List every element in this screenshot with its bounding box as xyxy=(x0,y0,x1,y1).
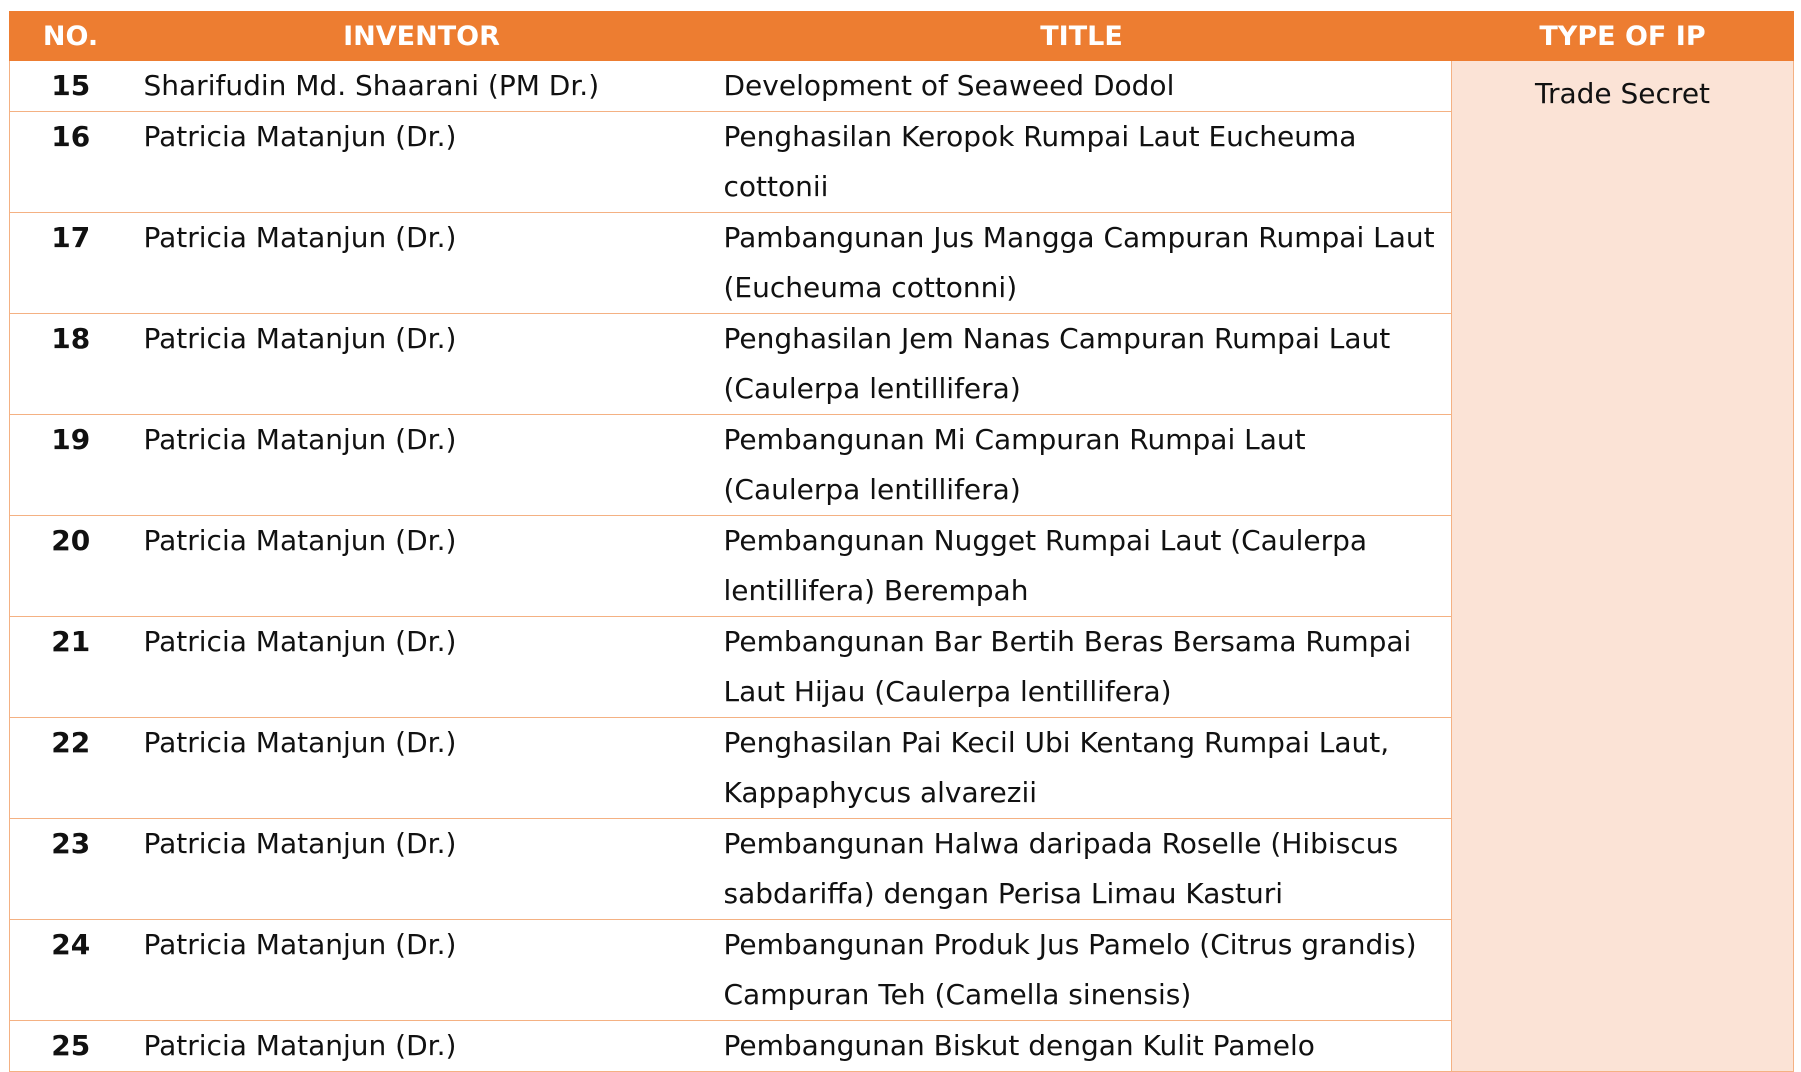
row-title: Penghasilan Jem Nanas Campuran Rumpai Laut (Caulerpa lentillifera) xyxy=(712,314,1452,415)
row-inventor: Patricia Matanjun (Dr.) xyxy=(132,516,712,617)
header-no: NO. xyxy=(10,12,132,61)
row-inventor: Sharifudin Md. Shaarani (PM Dr.) xyxy=(132,61,712,112)
header-type-of-ip: TYPE OF IP xyxy=(1452,12,1794,61)
row-title: Pembangunan Bar Bertih Beras Bersama Rumpai Laut Hijau (Caulerpa lentillifera) xyxy=(712,617,1452,718)
row-inventor: Patricia Matanjun (Dr.) xyxy=(132,415,712,516)
table-header xyxy=(10,12,1794,61)
row-inventor: Patricia Matanjun (Dr.) xyxy=(132,617,712,718)
row-title: Pembangunan Nugget Rumpai Laut (Caulerpa lentillifera) Berempah xyxy=(712,516,1452,617)
table-body xyxy=(10,61,1794,1072)
row-inventor: Patricia Matanjun (Dr.) xyxy=(132,920,712,1021)
row-title: Pembangunan Mi Campuran Rumpai Laut (Caulerpa lentillifera) xyxy=(712,415,1452,516)
row-inventor: Patricia Matanjun (Dr.) xyxy=(132,1021,712,1072)
row-number: 17 xyxy=(10,213,132,314)
row-number: 24 xyxy=(10,920,132,1021)
row-title: Pembangunan Halwa daripada Roselle (Hibiscus sabdariffa) dengan Perisa Limau Kasturi xyxy=(712,819,1452,920)
row-title: Development of Seaweed Dodol xyxy=(712,61,1452,112)
header-title: TITLE xyxy=(712,12,1452,61)
ip-table xyxy=(9,11,1794,1072)
row-inventor: Patricia Matanjun (Dr.) xyxy=(132,314,712,415)
row-number: 25 xyxy=(10,1021,132,1072)
row-title: Pembangunan Biskut dengan Kulit Pamelo xyxy=(712,1021,1452,1072)
type-of-ip-cell: Trade Secret xyxy=(1452,61,1794,1072)
row-title: Penghasilan Keropok Rumpai Laut Eucheuma cottonii xyxy=(712,112,1452,213)
row-title: Penghasilan Pai Kecil Ubi Kentang Rumpai Laut, Kappaphycus alvarezii xyxy=(712,718,1452,819)
row-number: 21 xyxy=(10,617,132,718)
row-number: 22 xyxy=(10,718,132,819)
row-number: 19 xyxy=(10,415,132,516)
header-row xyxy=(10,12,1794,61)
row-inventor: Patricia Matanjun (Dr.) xyxy=(132,819,712,920)
row-number: 18 xyxy=(10,314,132,415)
row-number: 23 xyxy=(10,819,132,920)
row-inventor: Patricia Matanjun (Dr.) xyxy=(132,718,712,819)
row-number: 16 xyxy=(10,112,132,213)
row-number: 15 xyxy=(10,61,132,112)
header-inventor: INVENTOR xyxy=(132,12,712,61)
table-row xyxy=(10,61,1794,112)
row-title: Pambangunan Jus Mangga Campuran Rumpai Laut (Eucheuma cottonni) xyxy=(712,213,1452,314)
row-title: Pembangunan Produk Jus Pamelo (Citrus grandis) Campuran Teh (Camella sinensis) xyxy=(712,920,1452,1021)
row-number: 20 xyxy=(10,516,132,617)
row-inventor: Patricia Matanjun (Dr.) xyxy=(132,213,712,314)
row-inventor: Patricia Matanjun (Dr.) xyxy=(132,112,712,213)
